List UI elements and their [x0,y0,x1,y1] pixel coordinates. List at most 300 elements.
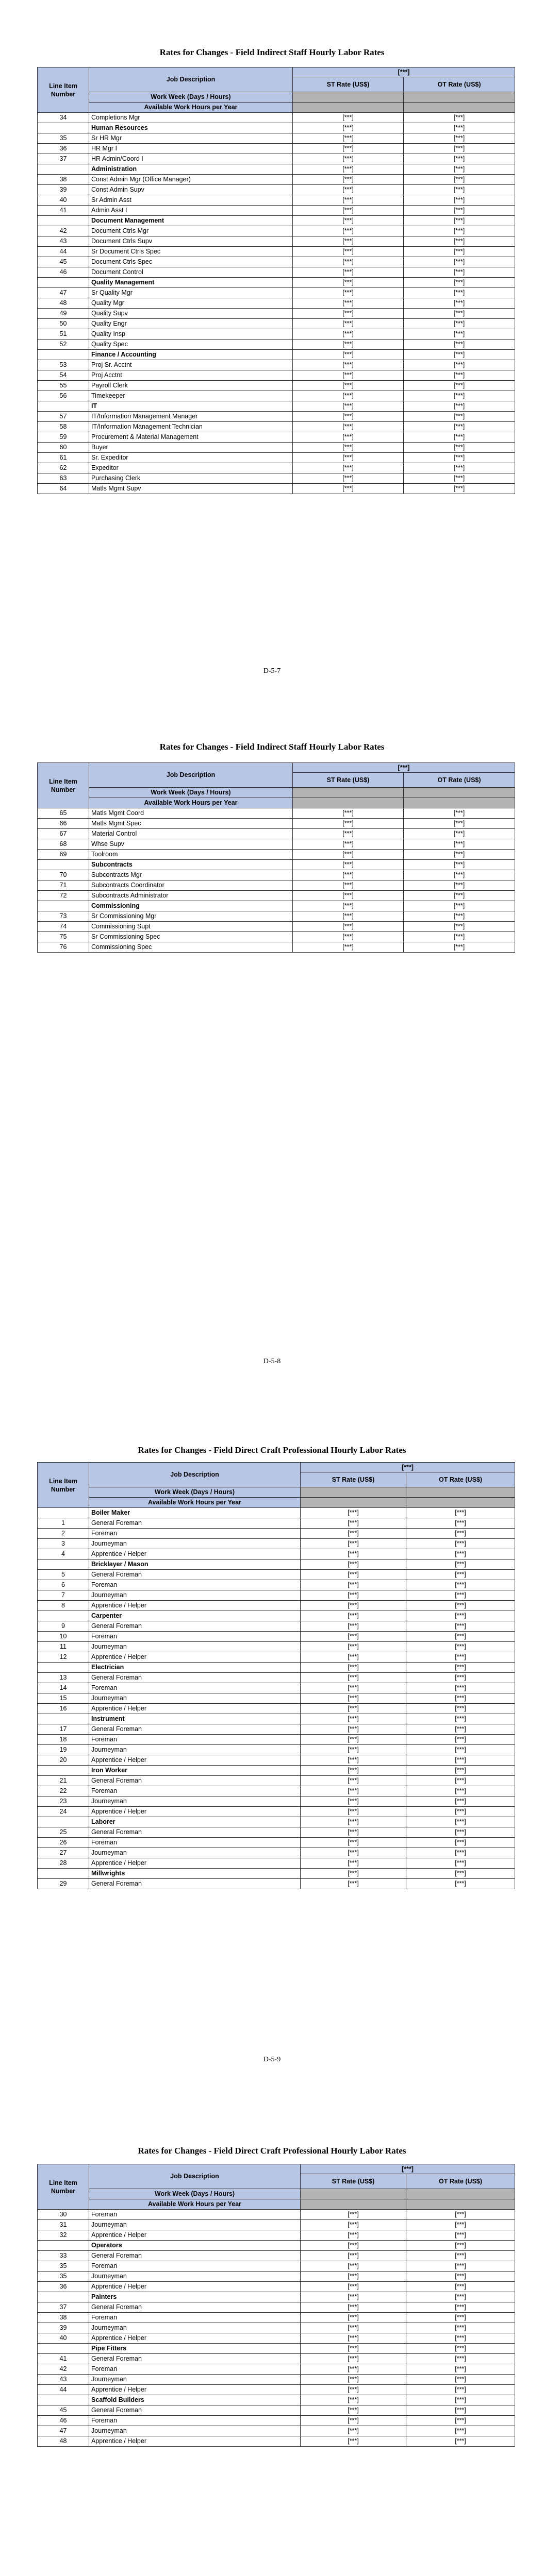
job-description: General Foreman [89,1724,301,1735]
ot-rate-value: [***] [406,2251,515,2261]
job-description: Foreman [89,2416,301,2426]
redacted-group-header: [***] [301,2164,515,2174]
ot-rate-value: [***] [404,463,515,473]
line-item-number: 70 [38,870,89,880]
st-rate-value: [***] [301,1735,406,1745]
st-rate-value: [***] [293,133,404,144]
line-item-number [38,1508,89,1518]
st-rate-value: [***] [301,1652,406,1663]
st-rate-value: [***] [293,911,404,922]
job-description: Procurement & Material Management [89,432,293,443]
table-row [38,2375,515,2385]
ot-rate-value: [***] [404,329,515,340]
job-description: Sr Document Ctrls Spec [89,247,293,257]
table-row [38,942,515,953]
job-description: General Foreman [89,1827,301,1838]
line-item-number [38,2344,89,2354]
work-hours-label: Available Work Hours per Year [89,798,293,808]
table-row [38,133,515,144]
section-name: Scaffold Builders [89,2395,301,2405]
section-row [38,1508,515,1518]
ot-rate-value: [***] [404,247,515,257]
ot-rate-value: [***] [406,1848,515,1858]
ot-rate-value: [***] [406,2344,515,2354]
st-rate-value: [***] [301,1766,406,1776]
job-description: Commissioning Supt [89,922,293,932]
table-row [38,880,515,891]
st-rate-value: [***] [301,2230,406,2241]
st-rate-value: [***] [301,1838,406,1848]
job-description: IT/Information Management Manager [89,412,293,422]
line-item-number [38,1611,89,1621]
ot-rate-value: [***] [404,932,515,942]
table-row [38,206,515,216]
st-rate-value: [***] [301,2272,406,2282]
st-rate-value: [***] [301,2333,406,2344]
line-item-number: 31 [38,2220,89,2230]
st-rate-value: [***] [293,901,404,911]
job-description-header: Job Description [89,67,293,92]
ot-rate-value: [***] [404,257,515,267]
page-number: D-5-9 [263,2056,281,2063]
work-week-row [38,1487,515,1498]
job-description: General Foreman [89,1776,301,1786]
st-rate-value: [***] [301,2210,406,2220]
table-row [38,2313,515,2323]
st-rate-value: [***] [301,1632,406,1642]
job-description: Quality Spec [89,340,293,350]
line-item-number: 44 [38,2385,89,2395]
table-row [38,473,515,484]
section-row [38,1663,515,1673]
page-number: D-5-7 [263,667,281,675]
work-hours-label: Available Work Hours per Year [89,1498,301,1508]
line-item-number: 14 [38,1683,89,1693]
line-item-header: Line Item Number [38,763,89,808]
table-row [38,1879,515,1889]
rates-table [37,762,515,953]
work-hours-ot [406,1498,515,1508]
section-name: Quality Management [89,278,293,288]
ot-rate-value: [***] [406,1879,515,1889]
st-rate-value: [***] [293,808,404,819]
job-description: Foreman [89,1632,301,1642]
line-item-number: 35 [38,2261,89,2272]
section-row [38,164,515,175]
job-description: Journeyman [89,1539,301,1549]
ot-rate-value: [***] [404,839,515,850]
table-row [38,1570,515,1580]
job-description: Quality Supv [89,309,293,319]
ot-rate-value: [***] [406,1683,515,1693]
st-rate-value: [***] [301,2395,406,2405]
section-name: Boiler Maker [89,1508,301,1518]
line-item-number: 66 [38,819,89,829]
line-item-number: 41 [38,206,89,216]
table-row [38,808,515,819]
rates-table [37,67,515,494]
line-item-number: 4 [38,1549,89,1560]
line-item-number: 39 [38,2323,89,2333]
job-description: IT/Information Management Technician [89,422,293,432]
st-rate-value: [***] [293,154,404,164]
st-rate-value: [***] [301,1807,406,1817]
line-item-header: Line Item Number [38,67,89,113]
line-item-number: 75 [38,932,89,942]
line-item-number [38,2395,89,2405]
st-rate-value: [***] [301,1539,406,1549]
section-row [38,123,515,133]
section-name: Laborer [89,1817,301,1827]
st-rate-value: [***] [293,329,404,340]
work-week-st [293,92,404,103]
st-rate-value: [***] [301,2364,406,2375]
job-description: Subcontracts Mgr [89,870,293,880]
ot-rate-value: [***] [404,891,515,901]
job-description: Foreman [89,2261,301,2272]
line-item-number: 6 [38,1580,89,1590]
table-row [38,2261,515,2272]
section-name: Finance / Accounting [89,350,293,360]
section-name: Operators [89,2241,301,2251]
line-item-number: 43 [38,2375,89,2385]
ot-rate-value: [***] [406,1642,515,1652]
job-description: Foreman [89,1786,301,1797]
table-row [38,453,515,463]
ot-rate-value: [***] [404,133,515,144]
job-description: Apprentice / Helper [89,2333,301,2344]
line-item-number: 65 [38,808,89,819]
work-hours-st [293,798,404,808]
job-description: Journeyman [89,2426,301,2436]
line-item-number [38,401,89,412]
section-name: Carpenter [89,1611,301,1621]
job-description: Commissioning Spec [89,942,293,953]
job-description: Document Control [89,267,293,278]
ot-rate-value: [***] [404,350,515,360]
table-row [38,195,515,206]
st-rate-value: [***] [301,1663,406,1673]
job-description: Journeyman [89,1590,301,1601]
section-name: Administration [89,164,293,175]
job-description-header: Job Description [89,763,293,788]
st-rate-value: [***] [301,1580,406,1590]
table-row [38,443,515,453]
ot-rate-value: [***] [406,2261,515,2272]
st-rate-value: [***] [293,247,404,257]
line-item-number: 61 [38,453,89,463]
line-item-number: 38 [38,2313,89,2323]
section-name: Millwrights [89,1869,301,1879]
st-rate-value: [***] [301,1529,406,1539]
page-title: Rates for Changes - Field Direct Craft Professional Hourly Labor Rates [138,1445,406,1455]
rates-table [37,2164,515,2447]
ot-rate-value: [***] [406,1508,515,1518]
job-description: General Foreman [89,2354,301,2364]
line-item-number: 53 [38,360,89,370]
work-hours-row [38,103,515,113]
st-rate-value: [***] [301,2302,406,2313]
ot-rate-value: [***] [406,1560,515,1570]
line-item-number: 35 [38,2272,89,2282]
ot-rate-value: [***] [404,309,515,319]
line-item-number [38,1663,89,1673]
line-item-number [38,216,89,226]
ot-rate-value: [***] [406,2375,515,2385]
table-row [38,2364,515,2375]
ot-rate-value: [***] [406,1601,515,1611]
st-rate-value: [***] [301,2261,406,2272]
ot-rate-header: OT Rate (US$) [404,77,515,92]
st-rate-value: [***] [301,1786,406,1797]
st-rate-value: [***] [293,236,404,247]
table-row [38,1673,515,1683]
work-week-label: Work Week (Days / Hours) [89,92,293,103]
ot-rate-value: [***] [406,1745,515,1755]
ot-rate-value: [***] [404,278,515,288]
ot-rate-value: [***] [404,113,515,123]
section-name: Subcontracts [89,860,293,870]
ot-rate-value: [***] [404,808,515,819]
ot-rate-value: [***] [404,288,515,298]
st-rate-value: [***] [301,2292,406,2302]
line-item-number: 55 [38,381,89,391]
ot-rate-value: [***] [406,1858,515,1869]
line-item-number: 39 [38,185,89,195]
job-description: General Foreman [89,1518,301,1529]
work-hours-ot [404,798,515,808]
work-hours-ot [406,2199,515,2210]
line-item-number [38,2292,89,2302]
line-item-number: 49 [38,309,89,319]
st-rate-value: [***] [301,2313,406,2323]
st-rate-value: [***] [301,1879,406,1889]
job-description: Proj Sr. Acctnt [89,360,293,370]
line-item-number: 7 [38,1590,89,1601]
ot-rate-value: [***] [406,1869,515,1879]
st-rate-value: [***] [301,1508,406,1518]
section-row [38,278,515,288]
line-item-number: 60 [38,443,89,453]
line-item-number: 64 [38,484,89,494]
st-rate-value: [***] [293,113,404,123]
line-item-number: 73 [38,911,89,922]
table-row [38,1745,515,1755]
job-description: HR Mgr I [89,144,293,154]
ot-rate-value: [***] [404,319,515,329]
section-name: IT [89,401,293,412]
table-row [38,1838,515,1848]
table-row [38,360,515,370]
table-row [38,911,515,922]
st-rate-value: [***] [301,2405,406,2416]
job-description: Purchasing Clerk [89,473,293,484]
st-rate-value: [***] [293,257,404,267]
line-item-number: 62 [38,463,89,473]
line-item-number: 45 [38,257,89,267]
st-rate-value: [***] [301,1590,406,1601]
ot-rate-value: [***] [406,1724,515,1735]
ot-rate-value: [***] [404,381,515,391]
line-item-number: 45 [38,2405,89,2416]
line-item-number: 40 [38,195,89,206]
ot-rate-value: [***] [404,195,515,206]
ot-rate-value: [***] [404,880,515,891]
line-item-number: 11 [38,1642,89,1652]
job-description: Journeyman [89,1693,301,1704]
st-rate-value: [***] [301,1858,406,1869]
ot-rate-value: [***] [404,911,515,922]
line-item-number: 50 [38,319,89,329]
line-item-number: 30 [38,2210,89,2220]
ot-rate-value: [***] [406,2220,515,2230]
st-rate-value: [***] [293,870,404,880]
section-row [38,216,515,226]
st-rate-value: [***] [293,453,404,463]
ot-rate-value: [***] [404,443,515,453]
line-item-number: 58 [38,422,89,432]
ot-rate-value: [***] [404,391,515,401]
line-item-number: 16 [38,1704,89,1714]
table-row [38,1683,515,1693]
line-item-number: 46 [38,267,89,278]
work-week-st [301,2189,406,2199]
st-rate-value: [***] [293,839,404,850]
job-description: Apprentice / Helper [89,1601,301,1611]
ot-rate-value: [***] [404,901,515,911]
ot-rate-value: [***] [404,216,515,226]
st-rate-value: [***] [293,144,404,154]
st-rate-value: [***] [301,1817,406,1827]
st-rate-value: [***] [301,1797,406,1807]
table-row [38,257,515,267]
section-row [38,2344,515,2354]
st-rate-value: [***] [301,2282,406,2292]
job-description: Apprentice / Helper [89,1704,301,1714]
st-rate-header: ST Rate (US$) [301,1472,406,1487]
st-rate-value: [***] [293,309,404,319]
job-description: Apprentice / Helper [89,1549,301,1560]
st-rate-value: [***] [293,195,404,206]
work-hours-label: Available Work Hours per Year [89,2199,301,2210]
section-name: Human Resources [89,123,293,133]
st-rate-value: [***] [301,1869,406,1879]
st-rate-value: [***] [301,1673,406,1683]
ot-rate-value: [***] [406,1755,515,1766]
st-rate-value: [***] [301,2375,406,2385]
st-rate-value: [***] [293,350,404,360]
job-description: Foreman [89,1580,301,1590]
line-item-number: 5 [38,1570,89,1580]
line-item-number [38,350,89,360]
st-rate-value: [***] [293,226,404,236]
st-rate-value: [***] [301,2323,406,2333]
st-rate-value: [***] [293,463,404,473]
st-rate-value: [***] [293,278,404,288]
line-item-number: 12 [38,1652,89,1663]
section-name: Painters [89,2292,301,2302]
section-row [38,1714,515,1724]
line-item-number: 69 [38,850,89,860]
job-description: Foreman [89,1683,301,1693]
job-description: Sr Admin Asst [89,195,293,206]
line-item-number: 2 [38,1529,89,1539]
table-row [38,1518,515,1529]
st-rate-value: [***] [293,401,404,412]
job-description: Journeyman [89,1797,301,1807]
ot-rate-value: [***] [404,829,515,839]
job-description: Foreman [89,2210,301,2220]
line-item-number: 47 [38,288,89,298]
work-week-ot [406,2189,515,2199]
line-item-number: 52 [38,340,89,350]
page-3 [0,1406,544,2110]
section-name: Bricklayer / Mason [89,1560,301,1570]
st-rate-value: [***] [301,1704,406,1714]
job-description: Journeyman [89,2375,301,2385]
line-item-number: 40 [38,2333,89,2344]
job-description: Payroll Clerk [89,381,293,391]
table-row [38,1848,515,1858]
ot-rate-value: [***] [404,123,515,133]
line-item-number: 20 [38,1755,89,1766]
table-row [38,2282,515,2292]
ot-rate-value: [***] [404,267,515,278]
job-description: Admin Asst I [89,206,293,216]
job-description: Matls Mgmt Spec [89,819,293,829]
ot-rate-header: OT Rate (US$) [406,1472,515,1487]
st-rate-value: [***] [301,1745,406,1755]
job-description: Matls Mgmt Supv [89,484,293,494]
table-row [38,1724,515,1735]
job-description: General Foreman [89,1570,301,1580]
st-rate-value: [***] [293,484,404,494]
ot-rate-value: [***] [404,370,515,381]
ot-rate-value: [***] [406,1570,515,1580]
st-rate-value: [***] [301,2426,406,2436]
job-description: Whse Supv [89,839,293,850]
ot-rate-value: [***] [406,1611,515,1621]
section-row [38,1560,515,1570]
ot-rate-value: [***] [406,2282,515,2292]
st-rate-value: [***] [293,922,404,932]
table-row [38,1539,515,1549]
table-row [38,226,515,236]
ot-rate-value: [***] [404,870,515,880]
table-row [38,829,515,839]
ot-rate-value: [***] [406,1817,515,1827]
ot-rate-value: [***] [406,1735,515,1745]
section-row [38,2292,515,2302]
ot-rate-value: [***] [406,1529,515,1539]
job-description: General Foreman [89,2251,301,2261]
table-row [38,175,515,185]
line-item-number [38,2241,89,2251]
job-description: Const Admin Supv [89,185,293,195]
line-item-number: 8 [38,1601,89,1611]
st-rate-value: [***] [301,1611,406,1621]
section-row [38,401,515,412]
st-rate-value: [***] [301,2416,406,2426]
line-item-number [38,1714,89,1724]
line-item-number: 17 [38,1724,89,1735]
st-rate-value: [***] [301,2251,406,2261]
ot-rate-value: [***] [406,1652,515,1663]
table-row [38,319,515,329]
table-row [38,2354,515,2364]
st-rate-value: [***] [293,175,404,185]
ot-rate-value: [***] [406,1539,515,1549]
